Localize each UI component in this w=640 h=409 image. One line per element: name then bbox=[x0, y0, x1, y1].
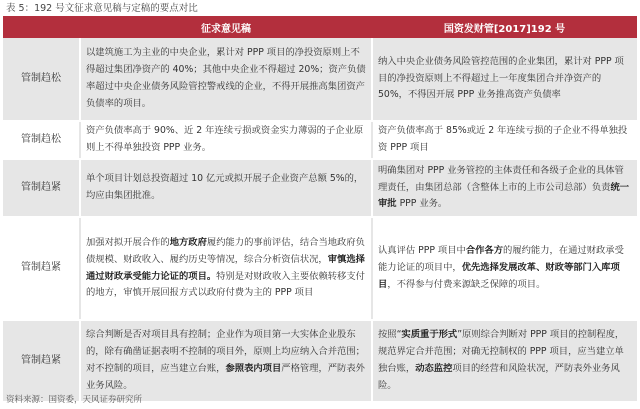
table-header-row bbox=[3, 16, 637, 38]
text-segment: 加强对拟开展合作的 bbox=[86, 236, 170, 248]
text-segment: 按照“ bbox=[378, 329, 402, 341]
text-segment: 资产负债率高于 85%或近 2 年连续亏损的子企业不得单独投资 PPP 项目 bbox=[378, 125, 628, 153]
text-segment-bold: 参照表内项目 bbox=[225, 363, 282, 374]
row-category: 管制趋紧 bbox=[3, 159, 80, 217]
table-caption: 表 5：192 号文征求意见稿与定稿的要点对比 bbox=[6, 3, 198, 14]
header-draft: 征求意见稿 bbox=[80, 16, 372, 38]
final-cell bbox=[372, 121, 637, 159]
text-segment: 资产负债率高于 90%、近 2 年连续亏损或资金实力薄弱的子企业原则上不得单独投资 PPP 业务。 bbox=[86, 125, 364, 153]
comparison-table bbox=[3, 16, 637, 403]
draft-cell bbox=[80, 121, 372, 159]
final-cell bbox=[372, 320, 637, 402]
text-segment: ”原则综合判断对 PPP 项目的控制程度，规范界定合并范围；对确无控制权的 PPP 项目，应当建立单独台账， bbox=[378, 329, 625, 374]
text-segment: 综合判断是否对项目具有控制；企业作为项目第一大实体企业股东的，除有确凿证据表明不控制的项目外，原则上均应纳入合并范围；对不控制的项目，应当建立台账， bbox=[86, 329, 365, 374]
text-segment: 单个项目计划总投资超过 10 亿元或拟开展子企业资产总额 5%的，均应由集团批准。 bbox=[86, 173, 364, 201]
text-segment-bold: 统一审批 bbox=[378, 181, 630, 210]
row-category: 管制趋松 bbox=[3, 121, 80, 159]
text-segment: ，不得参与付费来源缺乏保障的项目。 bbox=[387, 278, 546, 290]
text-segment: 特别是对财政收入主要依赖转移支付的地方，审慎开展回报方式以政府付费为主的 PPP 项目 bbox=[86, 270, 365, 299]
source-note: 资料来源：国资委，天风证券研究所 bbox=[6, 395, 143, 405]
text-segment: 认真评估 PPP 项目中 bbox=[378, 245, 466, 257]
text-segment-bold: 优先选择发展改革、财政等部门入库项目 bbox=[378, 262, 620, 290]
text-segment: PPP 业务。 bbox=[396, 198, 448, 210]
text-segment: 严格管理，严防表外业务风险。 bbox=[86, 363, 365, 391]
text-segment: 项目的经营和风险状况，严防表外业务风险。 bbox=[378, 363, 620, 391]
text-segment: 明确集团对 PPP 业务管控的主体责任和各级子企业的具体管理责任，由集团总部（含整体上市的上市公司总部）负责 bbox=[378, 164, 624, 193]
text-segment: 履约能力的事前评估，结合当地政府负债规模、财政收入、履约历史等情况，综合分析资信状况， bbox=[86, 236, 365, 265]
final-cell bbox=[372, 217, 637, 320]
row-category: 管制趋紧 bbox=[3, 320, 80, 402]
table-row bbox=[3, 38, 637, 121]
text-segment-bold: 合作各方 bbox=[465, 245, 504, 257]
draft-cell bbox=[80, 320, 372, 402]
row-category: 管制趋松 bbox=[3, 38, 80, 121]
row-category: 管制趋紧 bbox=[3, 217, 80, 320]
text-segment-bold: 审慎选择通过财政承受能力论证的项目。 bbox=[86, 253, 365, 282]
text-segment: 的履约能力，在通过财政承受能力论证的项目中， bbox=[378, 245, 624, 274]
table-row bbox=[3, 217, 637, 320]
text-segment-bold: 地方政府 bbox=[169, 236, 207, 248]
table-row bbox=[3, 320, 637, 402]
header-category bbox=[3, 16, 80, 38]
final-cell bbox=[372, 159, 637, 217]
table-row bbox=[3, 121, 637, 159]
final-cell bbox=[372, 38, 637, 121]
draft-cell bbox=[80, 217, 372, 320]
header-final: 国资发财管[2017]192 号 bbox=[372, 16, 637, 38]
draft-cell bbox=[80, 38, 372, 121]
table-row bbox=[3, 159, 637, 217]
draft-cell bbox=[80, 159, 372, 217]
text-segment: 以建筑施工为主业的中央企业，累计对 PPP 项目的净投资原则上不得超过集团净资产的 40%；其他中央企业不得超过 20%；资产负债率超过中央企业债务风险管控警戒线的企业，不得开展推高集团资产负债率的项目。 bbox=[86, 47, 366, 109]
text-segment: 纳入中央企业债务风险管控范围的企业集团，累计对 PPP 项目的净投资原则上不得超过上一年度集团合并净资产的 50%，不得因开展 PPP 业务推高资产负债率 bbox=[378, 55, 624, 101]
text-segment-bold: 实质重于形式 bbox=[401, 329, 458, 341]
text-segment-bold: 动态监控 bbox=[415, 363, 453, 374]
